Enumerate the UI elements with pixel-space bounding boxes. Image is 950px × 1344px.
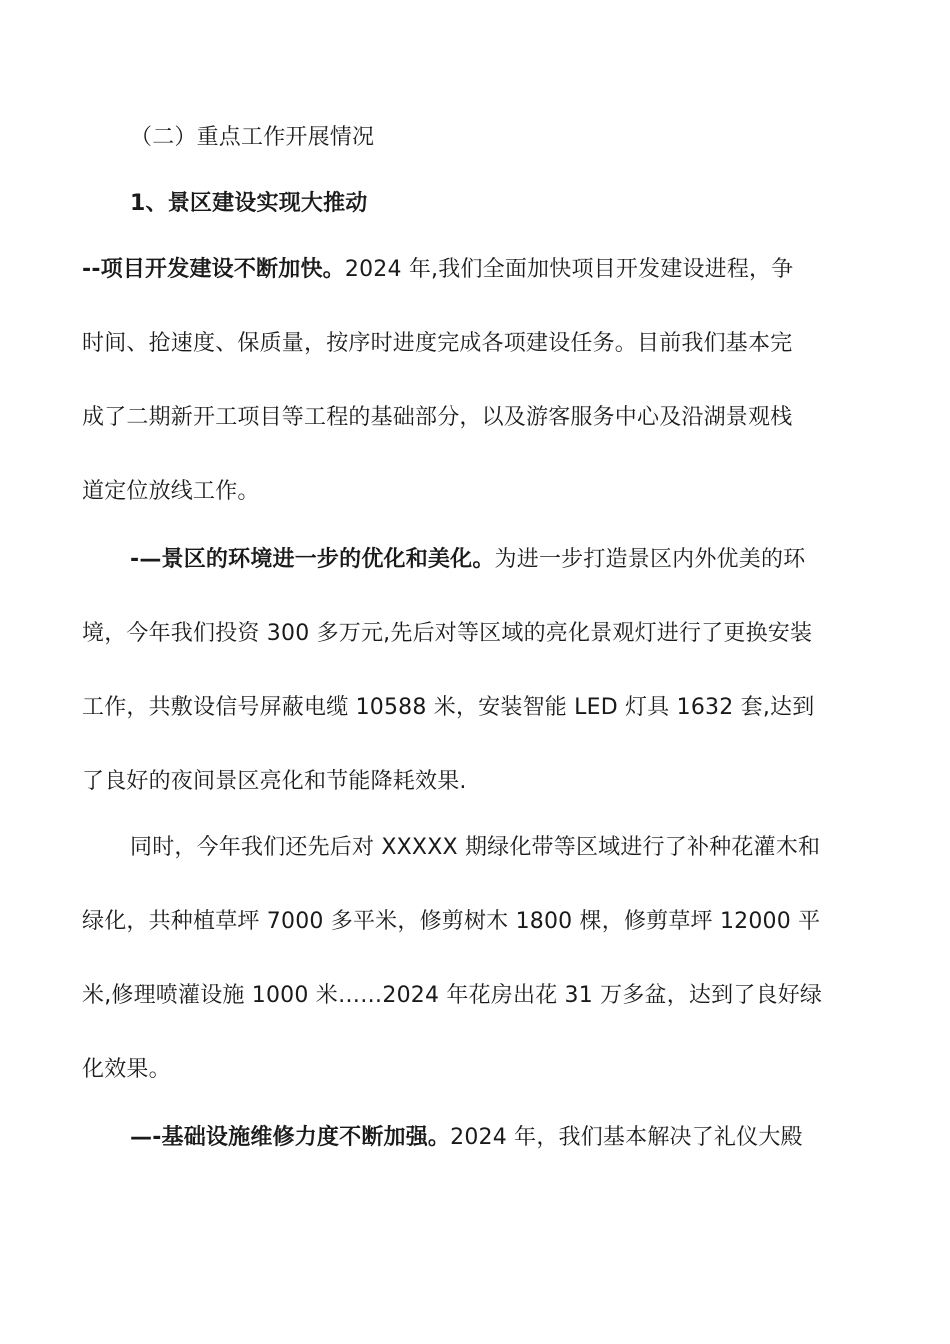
- paragraph-3-line-1: 同时，今年我们还先后对 XXXXX 期绿化带等区域进行了补种花灌木和: [130, 835, 821, 860]
- paragraph-2-line-1-text: 为进一步打造景区内外优美的环: [494, 547, 806, 572]
- section-heading: （二）重点工作开展情况: [130, 125, 375, 150]
- paragraph-1-line-2: 时间、抢速度、保质量，按序时进度完成各项建设任务。目前我们基本完: [82, 331, 793, 356]
- paragraph-1-lead: --项目开发建设不断加快。: [82, 257, 345, 282]
- paragraph-2-line-2: 境，今年我们投资 300 多万元,先后对等区域的亮化景观灯进行了更换安装: [82, 621, 813, 646]
- paragraph-1-line-1-text: 2024 年,我们全面加快项目开发建设进程，争: [344, 257, 794, 282]
- paragraph-2-lead: -—景区的环境进一步的优化和美化。: [130, 547, 495, 572]
- paragraph-3-line-4: 化效果。: [82, 1057, 171, 1082]
- paragraph-4-line-1-text: 2024 年，我们基本解决了礼仪大殿: [450, 1125, 803, 1150]
- sub-heading: 1、景区建设实现大推动: [130, 191, 368, 216]
- paragraph-1-line-4: 道定位放线工作。: [82, 479, 260, 504]
- paragraph-4-line-1: [130, 1123, 803, 1153]
- paragraph-2-line-4: 了良好的夜间景区亮化和节能降耗效果.: [82, 769, 467, 794]
- paragraph-1-line-3: 成了二期新开工项目等工程的基础部分，以及游客服务中心及沿湖景观栈: [82, 405, 793, 430]
- paragraph-1-line-1: [82, 255, 793, 285]
- paragraph-2-line-3: 工作，共敷设信号屏蔽电缆 10588 米，安装智能 LED 灯具 1632 套,达到: [82, 695, 815, 720]
- paragraph-3-line-3: 米,修理喷灌设施 1000 米……2024 年花房出花 31 万多盆，达到了良好绿: [82, 983, 823, 1008]
- paragraph-2-line-1: [130, 545, 805, 575]
- paragraph-4-lead: —-基础设施维修力度不断加强。: [130, 1125, 451, 1150]
- paragraph-3-line-2: 绿化，共种植草坪 7000 多平米，修剪树木 1800 棵，修剪草坪 12000 平: [82, 909, 821, 934]
